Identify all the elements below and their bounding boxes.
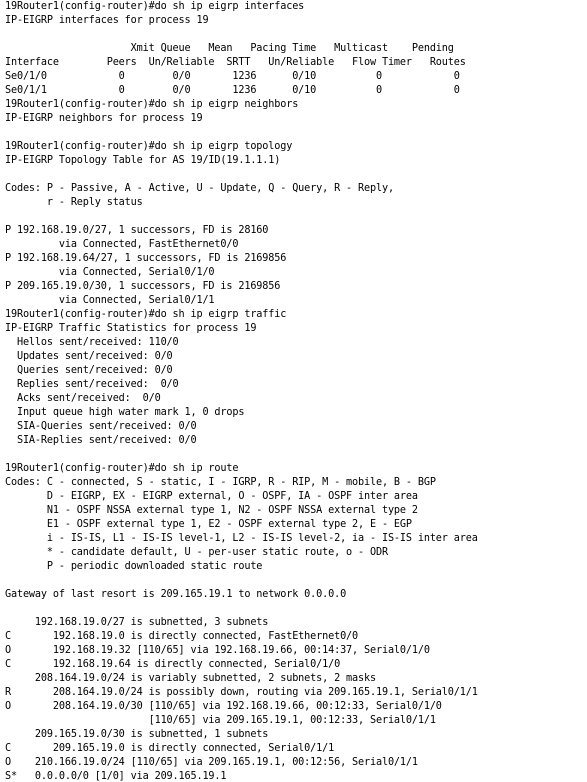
terminal-line: Gateway of last resort is 209.165.19.1 to network 0.0.0.0 xyxy=(5,589,347,600)
terminal-line: P 192.168.19.64/27, 1 successors, FD is 2169856 xyxy=(5,253,287,264)
terminal-line: O 210.166.19.0/24 [110/65] via 209.165.19.1, 00:12:56, Serial0/1/1 xyxy=(5,757,418,768)
terminal-line: S* 0.0.0.0/0 [1/0] via 209.165.19.1 xyxy=(5,771,227,782)
terminal-line: via Connected, Serial0/1/1 xyxy=(5,295,215,306)
terminal-line: R 208.164.19.0/24 is possibly down, routing via 209.165.19.1, Serial0/1/1 xyxy=(5,687,478,698)
terminal-line: IP-EIGRP interfaces for process 19 xyxy=(5,15,209,26)
terminal-line: Xmit Queue Mean Pacing Time Multicast Pending xyxy=(5,43,454,54)
terminal-line: Acks sent/received: 0/0 xyxy=(5,393,161,404)
terminal-line: Codes: P - Passive, A - Active, U - Update, Q - Query, R - Reply, xyxy=(5,183,394,194)
terminal-line: P 209.165.19.0/30, 1 successors, FD is 2169856 xyxy=(5,281,281,292)
terminal-line: 192.168.19.0/27 is subnetted, 3 subnets xyxy=(5,617,269,628)
terminal-line: SIA-Replies sent/received: 0/0 xyxy=(5,435,197,446)
terminal-line: O 208.164.19.0/30 [110/65] via 192.168.19.66, 00:12:33, Serial0/1/0 xyxy=(5,701,442,712)
terminal-line xyxy=(5,574,587,588)
terminal-line xyxy=(5,28,587,42)
terminal-line: P - periodic downloaded static route xyxy=(5,561,263,572)
terminal-line: IP-EIGRP Topology Table for AS 19/ID(19.1.1.1) xyxy=(5,155,281,166)
terminal-line xyxy=(5,210,587,224)
terminal-line: N1 - OSPF NSSA external type 1, N2 - OSPF NSSA external type 2 xyxy=(5,505,418,516)
terminal-line: E1 - OSPF external type 1, E2 - OSPF external type 2, E - EGP xyxy=(5,519,412,530)
terminal-line: Updates sent/received: 0/0 xyxy=(5,351,173,362)
terminal-line: i - IS-IS, L1 - IS-IS level-1, L2 - IS-IS level-2, ia - IS-IS inter area xyxy=(5,533,478,544)
terminal-line xyxy=(5,126,587,140)
terminal-line: C 209.165.19.0 is directly connected, Serial0/1/1 xyxy=(5,743,335,754)
terminal-line: Queries sent/received: 0/0 xyxy=(5,365,173,376)
terminal-line: * - candidate default, U - per-user static route, o - ODR xyxy=(5,547,388,558)
terminal-line: Codes: C - connected, S - static, I - IGRP, R - RIP, M - mobile, B - BGP xyxy=(5,477,436,488)
terminal-line: 208.164.19.0/24 is variably subnetted, 2 subnets, 2 masks xyxy=(5,673,376,684)
terminal-line: r - Reply status xyxy=(5,197,143,208)
terminal-line: Se0/1/1 0 0/0 1236 0/10 0 0 xyxy=(5,85,460,96)
terminal-line: Se0/1/0 0 0/0 1236 0/10 0 0 xyxy=(5,71,460,82)
terminal-line: Replies sent/received: 0/0 xyxy=(5,379,179,390)
terminal-line: Interface Peers Un/Reliable SRTT Un/Reliable Flow Timer Routes xyxy=(5,57,466,68)
terminal-line: 19Router1(config-router)#do sh ip route xyxy=(5,463,239,474)
terminal-line: C 192.168.19.0 is directly connected, FastEthernet0/0 xyxy=(5,631,359,642)
terminal-line xyxy=(5,448,587,462)
terminal-line: C 192.168.19.64 is directly connected, Serial0/1/0 xyxy=(5,659,341,670)
terminal-line: 19Router1(config-router)#do sh ip eigrp traffic xyxy=(5,309,287,320)
terminal-line: P 192.168.19.0/27, 1 successors, FD is 28160 xyxy=(5,225,269,236)
terminal-line: [110/65] via 209.165.19.1, 00:12:33, Serial0/1/1 xyxy=(5,715,436,726)
terminal-line: 19Router1(config-router)#do sh ip eigrp interfaces xyxy=(5,1,305,12)
terminal-line: IP-EIGRP Traffic Statistics for process 19 xyxy=(5,323,257,334)
terminal-line: Input queue high water mark 1, 0 drops xyxy=(5,407,245,418)
terminal-line: 209.165.19.0/30 is subnetted, 1 subnets xyxy=(5,729,269,740)
terminal-line: 19Router1(config-router)#do sh ip eigrp neighbors xyxy=(5,99,299,110)
terminal-line: O 192.168.19.32 [110/65] via 192.168.19.66, 00:14:37, Serial0/1/0 xyxy=(5,645,430,656)
terminal-line xyxy=(5,602,587,616)
terminal-line: 19Router1(config-router)#do sh ip eigrp topology xyxy=(5,141,293,152)
terminal-line: Hellos sent/received: 110/0 xyxy=(5,337,179,348)
terminal-line: via Connected, FastEthernet0/0 xyxy=(5,239,239,250)
terminal-line: IP-EIGRP neighbors for process 19 xyxy=(5,113,203,124)
terminal-line: D - EIGRP, EX - EIGRP external, O - OSPF, IA - OSPF inter area xyxy=(5,491,418,502)
terminal-line: via Connected, Serial0/1/0 xyxy=(5,267,215,278)
terminal-line: SIA-Queries sent/received: 0/0 xyxy=(5,421,197,432)
terminal-line xyxy=(5,168,587,182)
